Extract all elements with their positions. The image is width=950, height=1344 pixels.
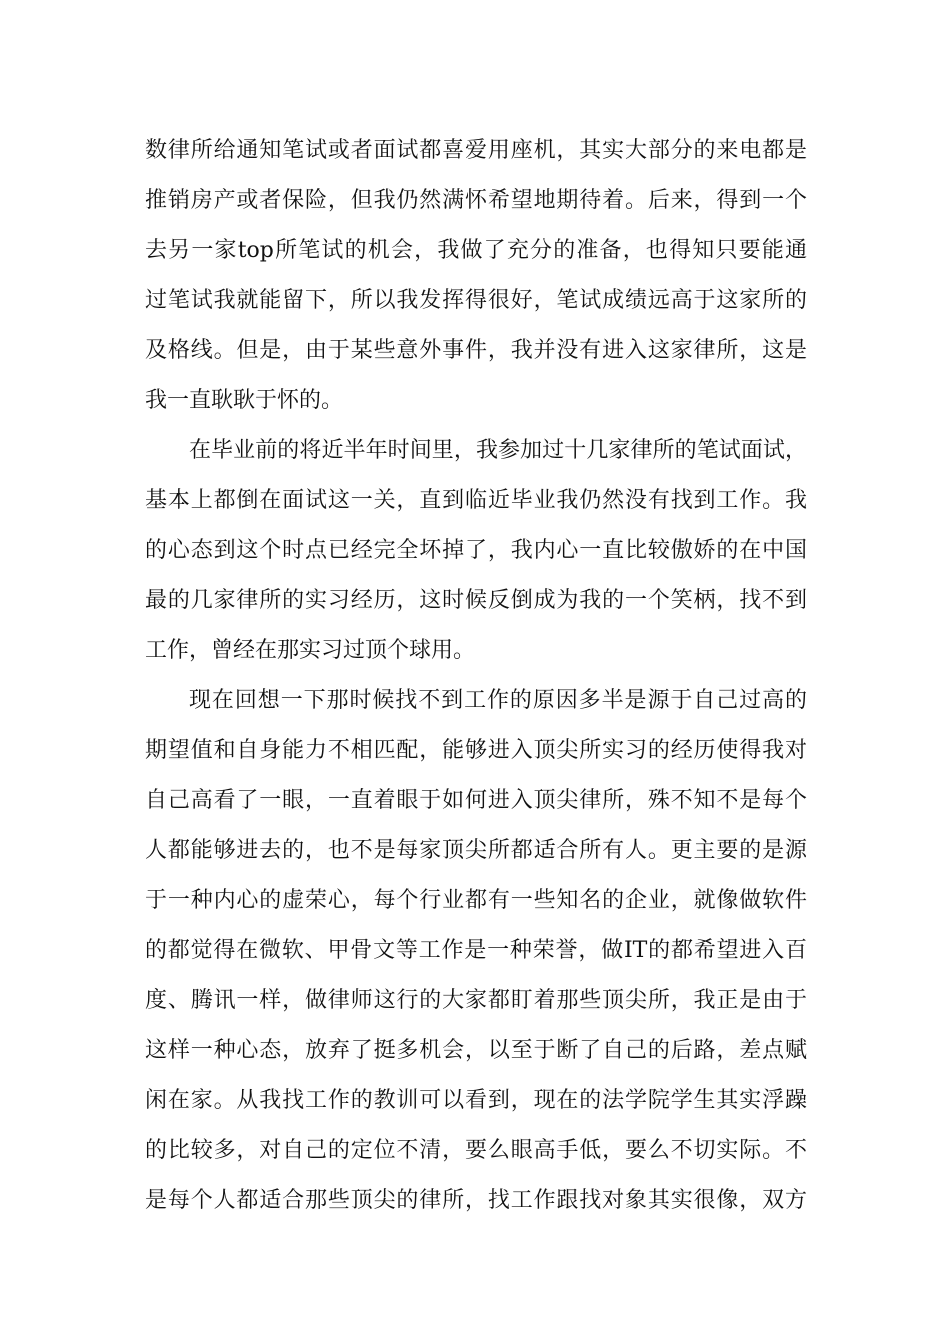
text-line: 工作，曾经在那实习过顶个球用。 (145, 638, 476, 663)
text-line: 现在回想一下那时候找不到工作的原因多半是源于自己过高的 (189, 688, 807, 713)
text-line: 的比较多，对自己的定位不清，要么眼高手低，要么不切实际。不 (145, 1138, 807, 1163)
text-line: 人都能够进去的，也不是每家顶尖所都适合所有人。更主要的是源 (145, 838, 807, 863)
text-line: 最的几家律所的实习经历，这时候反倒成为我的一个笑柄，找不到 (145, 588, 807, 613)
text-line: 去另一家top所笔试的机会，我做了充分的准备，也得知只要能通 (145, 238, 807, 263)
text-line: 这样一种心态，放弃了挺多机会，以至于断了自己的后路，差点赋 (145, 1038, 807, 1063)
text-line: 自己高看了一眼，一直着眼于如何进入顶尖律所，殊不知不是每个 (145, 788, 807, 813)
text-line: 度、腾讯一样，做律师这行的大家都盯着那些顶尖所，我正是由于 (145, 988, 807, 1013)
text-line: 及格线。但是，由于某些意外事件，我并没有进入这家律所，这是 (145, 338, 807, 363)
text-line: 闲在家。从我找工作的教训可以看到，现在的法学院学生其实浮躁 (145, 1088, 807, 1113)
text-line: 于一种内心的虚荣心，每个行业都有一些知名的企业，就像做软件 (145, 888, 807, 913)
text-line: 在毕业前的将近半年时间里，我参加过十几家律所的笔试面试， (189, 438, 807, 463)
text-line: 推销房产或者保险，但我仍然满怀希望地期待着。后来，得到一个 (145, 188, 807, 213)
text-line: 过笔试我就能留下，所以我发挥得很好，笔试成绩远高于这家所的 (145, 288, 807, 313)
text-line: 的都觉得在微软、甲骨文等工作是一种荣誉，做IT的都希望进入百 (145, 938, 807, 963)
text-line: 数律所给通知笔试或者面试都喜爱用座机，其实大部分的来电都是 (145, 138, 807, 163)
text-line: 我一直耿耿于怀的。 (145, 388, 344, 413)
text-line: 基本上都倒在面试这一关，直到临近毕业我仍然没有找到工作。我 (145, 488, 807, 513)
text-line: 的心态到这个时点已经完全坏掉了，我内心一直比较傲娇的在中国 (145, 538, 807, 563)
text-line: 是每个人都适合那些顶尖的律所，找工作跟找对象其实很像，双方 (145, 1188, 807, 1213)
text-line: 期望值和自身能力不相匹配，能够进入顶尖所实习的经历使得我对 (145, 738, 807, 763)
